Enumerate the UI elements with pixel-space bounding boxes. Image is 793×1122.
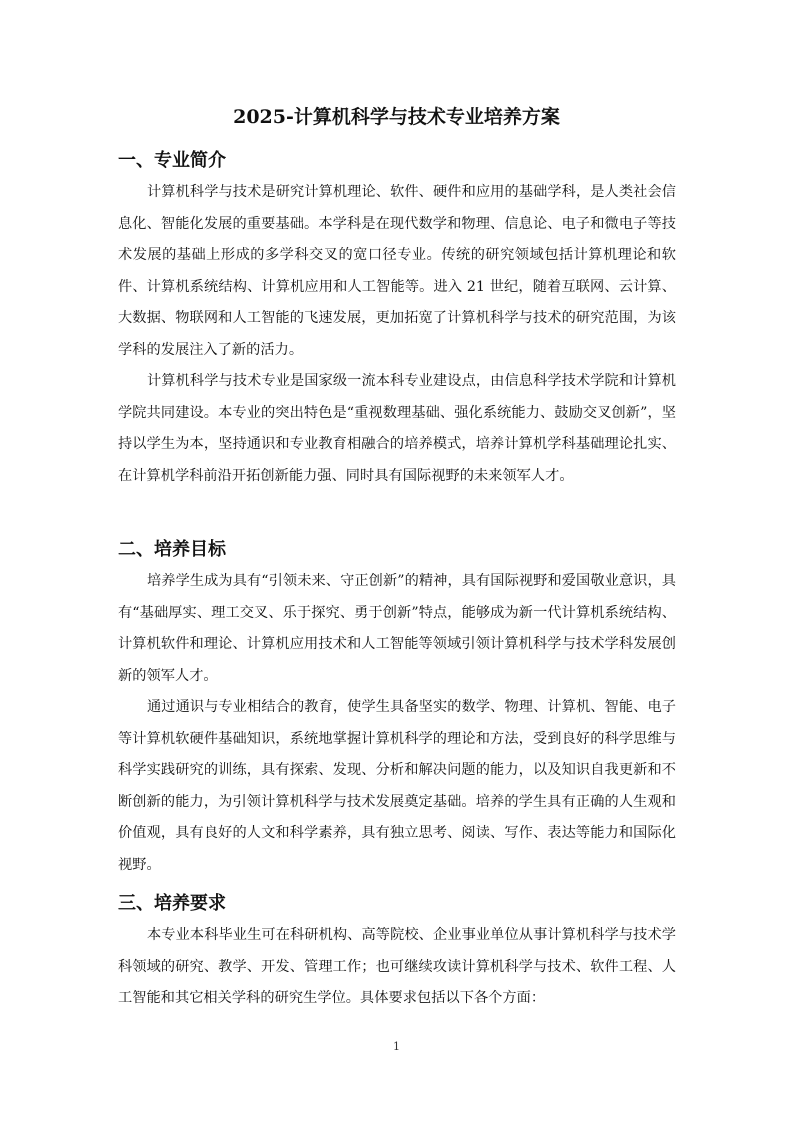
page-number: 1	[393, 1040, 400, 1053]
section-heading-goals: 二、培养目标	[118, 539, 226, 560]
document-title: 2025-计算机科学与技术专业培养方案	[233, 106, 560, 128]
paragraph-intro-1: 计算机科学与技术是研究计算机理论、软件、硬件和应用的基础学科，是人类社会信息化、智能化发展的重要基础。本学科是在现代数学和物理、信息论、电子和微电子等技术发展的基础上形成的多学科交叉的宽口径专业。传统的研究领域包括计算机理论和软件、计算机系统结构、计算机应用和人工智能等。进入 21 世纪，随着互联网、云计算、大数据、物联网和人工智能的飞速发展，更加拓宽了计算机科学与技术的研究范围，为该学科的发展注入了新的活力。	[118, 184, 676, 358]
paragraph-requirements-1: 本专业本科毕业生可在科研机构、高等院校、企业事业单位从事计算机科学与技术学科领域的研究、教学、开发、管理工作；也可继续攻读计算机科学与技术、软件工程、人工智能和其它相关学科的研究生学位。具体要求包括以下各个方面：	[118, 927, 676, 1007]
paragraph-goals-1: 培养学生成为具有“引领未来、守正创新”的精神，具有国际视野和爱国敬业意识，具有“基础厚实、理工交叉、乐于探究、勇于创新”特点，能够成为新一代计算机系统结构、计算机软件和理论、计算机应用技术和人工智能等领域引领计算机科学与技术学科发展创新的领军人才。	[118, 573, 676, 684]
section-heading-requirements: 三、培养要求	[118, 893, 226, 914]
paragraph-intro-2: 计算机科学与技术专业是国家级一流本科专业建设点，由信息科学技术学院和计算机学院共同建设。本专业的突出特色是“重视数理基础、强化系统能力、鼓励交叉创新”，坚持以学生为本，坚持通识和专业教育相融合的培养模式，培养计算机学科基础理论扎实、在计算机学科前沿开拓创新能力强、同时具有国际视野的未来领军人才。	[118, 373, 676, 484]
section-heading-intro: 一、专业简介	[118, 150, 226, 171]
paragraph-goals-2: 通过通识与专业相结合的教育，使学生具备坚实的数学、物理、计算机、智能、电子等计算机软硬件基础知识，系统地掌握计算机科学的理论和方法，受到良好的科学思维与科学实践研究的训练，具有探索、发现、分析和解决问题的能力，以及知识自我更新和不断创新的能力，为引领计算机科学与技术发展奠定基础。培养的学生具有正确的人生观和价值观，具有良好的人文和科学素养，具有独立思考、阅读、写作、表达等能力和国际化视野。	[118, 699, 676, 873]
